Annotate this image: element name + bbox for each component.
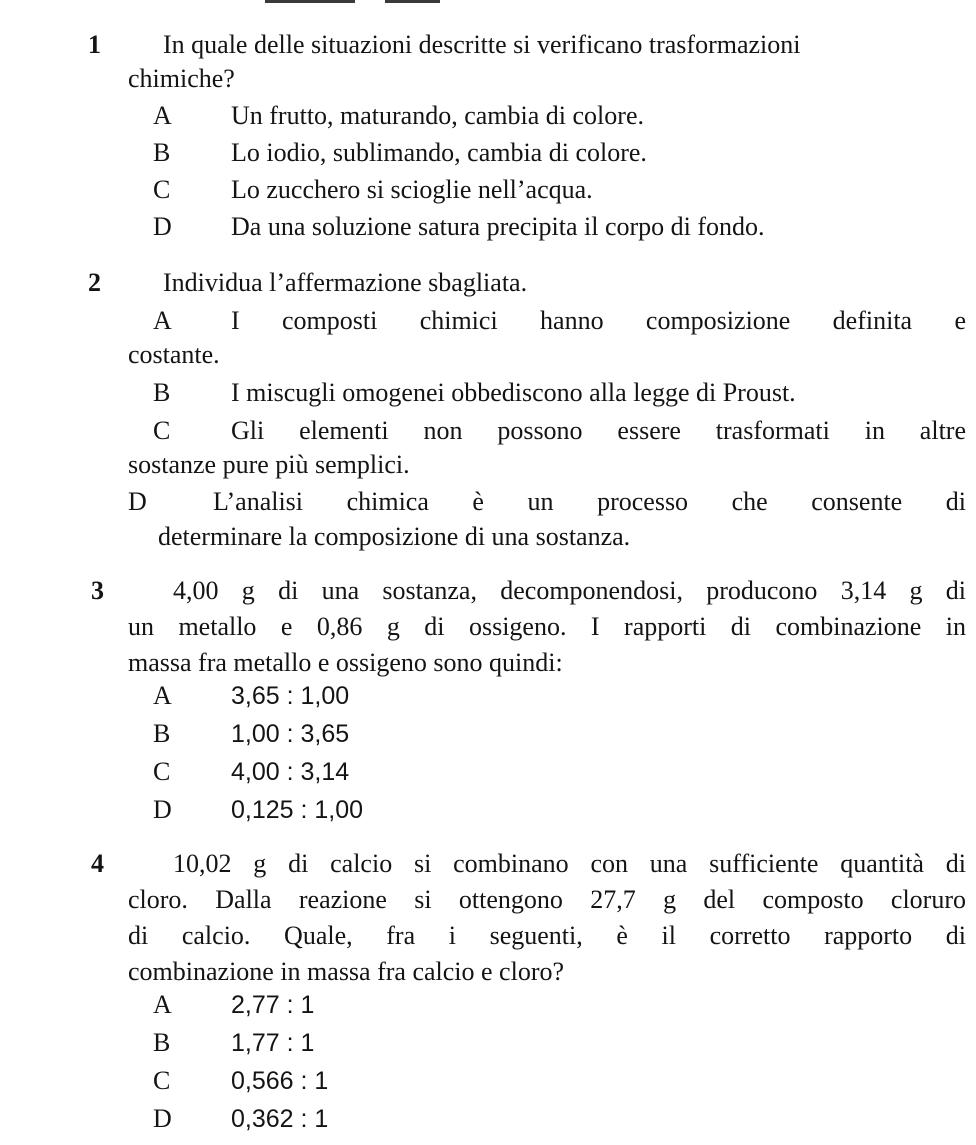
- option-letter: C: [153, 416, 171, 445]
- option-letter: D: [153, 795, 172, 824]
- option-letter: B: [153, 719, 171, 748]
- question-stem-line: cloro. Dalla reazione si ottengono 27,7 g del composto cloruro: [128, 885, 966, 914]
- question-stem-line: 4,00 g di una sostanza, decomponendosi, producono 3,14 g di: [173, 576, 966, 605]
- question-number: 2: [88, 268, 101, 297]
- option-letter: B: [153, 378, 171, 407]
- option-letter: B: [153, 138, 171, 167]
- option-text: Da una soluzione satura precipita il corpo di fondo.: [231, 212, 765, 241]
- option-text: Gli elementi non possono essere trasformati in altre: [231, 416, 966, 445]
- option-text: determinare la composizione di una sostanza.: [158, 522, 631, 551]
- option-text: Lo iodio, sublimando, cambia di colore.: [231, 138, 647, 167]
- option-letter: A: [153, 101, 172, 130]
- question-number: 3: [91, 576, 104, 605]
- question-stem-line: Individua l’affermazione sbagliata.: [163, 268, 528, 297]
- option-text: I composti chimici hanno composizione definita e: [231, 306, 966, 335]
- question-stem-line: 10,02 g di calcio si combinano con una sufficiente quantità di: [173, 849, 966, 878]
- question-number: 4: [91, 849, 104, 878]
- option-text: Un frutto, maturando, cambia di colore.: [231, 101, 644, 130]
- option-text: 1,00 : 3,65: [231, 720, 350, 748]
- option-letter: C: [153, 757, 171, 786]
- option-letter: A: [153, 306, 172, 335]
- option-letter: D: [153, 1104, 172, 1133]
- question-stem-line: massa fra metallo e ossigeno sono quindi:: [128, 648, 563, 677]
- option-text: L’analisi chimica è un processo che consente di: [213, 487, 966, 516]
- question-stem-line: chimiche?: [128, 64, 235, 93]
- option-text: sostanze pure più semplici.: [128, 450, 410, 479]
- question-stem-line: un metallo e 0,86 g di ossigeno. I rapporti di combinazione in: [128, 612, 966, 641]
- option-text: costante.: [128, 340, 220, 369]
- option-text: Lo zucchero si scioglie nell’acqua.: [231, 175, 593, 204]
- question-stem-line: di calcio. Quale, fra i seguenti, è il corretto rapporto di: [128, 921, 966, 950]
- option-letter: B: [153, 1028, 171, 1057]
- option-letter: C: [153, 1066, 171, 1095]
- question-stem-line: combinazione in massa fra calcio e cloro?: [128, 957, 565, 986]
- option-letter: A: [153, 681, 172, 710]
- top-edge-mark: [265, 0, 355, 3]
- option-text: 0,362 : 1: [231, 1105, 329, 1133]
- option-text: 0,566 : 1: [231, 1067, 329, 1095]
- option-text: I miscugli omogenei obbediscono alla legge di Proust.: [231, 378, 796, 407]
- option-letter: D: [153, 212, 172, 241]
- option-text: 0,125 : 1,00: [231, 796, 364, 824]
- question-number: 1: [88, 30, 101, 59]
- question-stem-line: In quale delle situazioni descritte si verificano trasformazioni: [163, 30, 801, 59]
- option-letter: C: [153, 175, 171, 204]
- option-text: 3,65 : 1,00: [231, 682, 350, 710]
- top-edge-mark: [385, 0, 440, 3]
- option-letter: A: [153, 990, 172, 1019]
- option-text: 4,00 : 3,14: [231, 758, 350, 786]
- option-letter: D: [128, 487, 147, 516]
- option-text: 2,77 : 1: [231, 991, 315, 1019]
- option-text: 1,77 : 1: [231, 1029, 315, 1057]
